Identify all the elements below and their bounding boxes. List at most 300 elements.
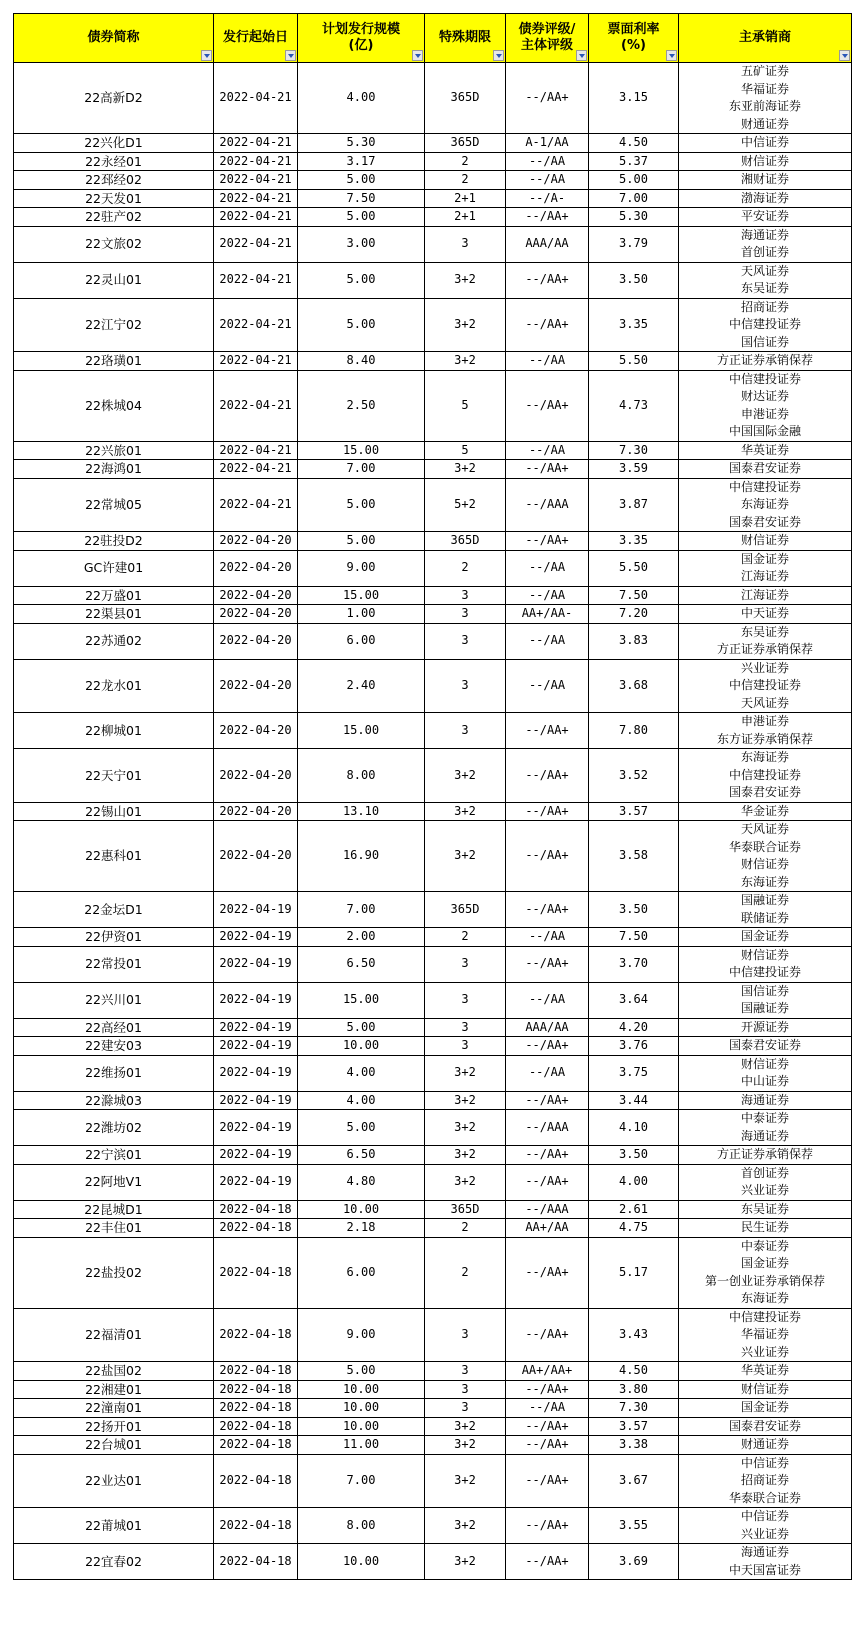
- cell-bond-name[interactable]: 22维扬01: [14, 1055, 214, 1091]
- cell-planned-size[interactable]: 6.00: [298, 623, 425, 659]
- cell-coupon-rate[interactable]: 3.64: [589, 982, 679, 1018]
- cell-rating[interactable]: --/AA+: [506, 262, 589, 298]
- cell-issue-date[interactable]: 2022-04-18: [214, 1454, 298, 1508]
- table-row[interactable]: [14, 1110, 852, 1146]
- cell-underwriters[interactable]: [679, 152, 852, 171]
- cell-bond-name[interactable]: 22滁城03: [14, 1091, 214, 1110]
- cell-special-term[interactable]: 3+2: [425, 1436, 506, 1455]
- cell-issue-date[interactable]: 2022-04-19: [214, 1037, 298, 1056]
- cell-rating[interactable]: --/AA+: [506, 460, 589, 479]
- cell-issue-date[interactable]: 2022-04-18: [214, 1399, 298, 1418]
- table-row[interactable]: [14, 262, 852, 298]
- cell-rating[interactable]: --/AA: [506, 441, 589, 460]
- cell-underwriters[interactable]: [679, 208, 852, 227]
- table-row[interactable]: [14, 1454, 852, 1508]
- table-row[interactable]: [14, 152, 852, 171]
- cell-planned-size[interactable]: 15.00: [298, 982, 425, 1018]
- cell-bond-name[interactable]: 22柳城01: [14, 713, 214, 749]
- cell-bond-name[interactable]: 22珞璜01: [14, 352, 214, 371]
- table-row[interactable]: [14, 189, 852, 208]
- cell-planned-size[interactable]: 4.00: [298, 1055, 425, 1091]
- cell-underwriters[interactable]: [679, 478, 852, 532]
- cell-rating[interactable]: AA+/AA: [506, 1219, 589, 1238]
- cell-planned-size[interactable]: 5.00: [298, 1110, 425, 1146]
- cell-rating[interactable]: --/AA+: [506, 1508, 589, 1544]
- cell-coupon-rate[interactable]: 5.00: [589, 171, 679, 190]
- cell-issue-date[interactable]: 2022-04-20: [214, 550, 298, 586]
- table-row[interactable]: [14, 208, 852, 227]
- cell-issue-date[interactable]: 2022-04-20: [214, 532, 298, 551]
- cell-underwriters[interactable]: [679, 298, 852, 352]
- cell-issue-date[interactable]: 2022-04-20: [214, 586, 298, 605]
- cell-bond-name[interactable]: 22台城01: [14, 1436, 214, 1455]
- cell-planned-size[interactable]: 11.00: [298, 1436, 425, 1455]
- cell-issue-date[interactable]: 2022-04-19: [214, 1055, 298, 1091]
- table-row[interactable]: [14, 586, 852, 605]
- cell-special-term[interactable]: 3+2: [425, 1417, 506, 1436]
- cell-special-term[interactable]: 3: [425, 1380, 506, 1399]
- cell-bond-name[interactable]: 22兴化D1: [14, 134, 214, 153]
- cell-issue-date[interactable]: 2022-04-21: [214, 478, 298, 532]
- cell-rating[interactable]: --/AA: [506, 550, 589, 586]
- cell-rating[interactable]: AAA/AA: [506, 1018, 589, 1037]
- cell-bond-name[interactable]: 22伊资01: [14, 928, 214, 947]
- cell-issue-date[interactable]: 2022-04-19: [214, 1146, 298, 1165]
- cell-rating[interactable]: --/AA+: [506, 1417, 589, 1436]
- cell-special-term[interactable]: 2: [425, 1237, 506, 1308]
- cell-underwriters[interactable]: [679, 605, 852, 624]
- cell-coupon-rate[interactable]: 5.50: [589, 352, 679, 371]
- cell-coupon-rate[interactable]: 3.50: [589, 892, 679, 928]
- cell-coupon-rate[interactable]: 2.61: [589, 1200, 679, 1219]
- cell-special-term[interactable]: 2: [425, 1219, 506, 1238]
- cell-planned-size[interactable]: 3.17: [298, 152, 425, 171]
- cell-bond-name[interactable]: 22宁滨01: [14, 1146, 214, 1165]
- cell-issue-date[interactable]: 2022-04-21: [214, 298, 298, 352]
- cell-bond-name[interactable]: 22扬开01: [14, 1417, 214, 1436]
- cell-underwriters[interactable]: [679, 370, 852, 441]
- table-row[interactable]: [14, 1308, 852, 1362]
- cell-issue-date[interactable]: 2022-04-21: [214, 189, 298, 208]
- filter-dropdown-icon[interactable]: [412, 50, 423, 61]
- table-row[interactable]: [14, 460, 852, 479]
- cell-issue-date[interactable]: 2022-04-18: [214, 1436, 298, 1455]
- cell-rating[interactable]: --/AA+: [506, 946, 589, 982]
- cell-planned-size[interactable]: 9.00: [298, 1308, 425, 1362]
- cell-special-term[interactable]: 3+2: [425, 802, 506, 821]
- table-row[interactable]: [14, 1362, 852, 1381]
- cell-bond-name[interactable]: 22昆城D1: [14, 1200, 214, 1219]
- cell-bond-name[interactable]: 22渠县01: [14, 605, 214, 624]
- cell-underwriters[interactable]: [679, 1508, 852, 1544]
- cell-underwriters[interactable]: [679, 189, 852, 208]
- cell-rating[interactable]: --/AA+: [506, 802, 589, 821]
- cell-coupon-rate[interactable]: 3.50: [589, 262, 679, 298]
- cell-issue-date[interactable]: 2022-04-21: [214, 63, 298, 134]
- cell-planned-size[interactable]: 3.00: [298, 226, 425, 262]
- cell-special-term[interactable]: 3+2: [425, 1164, 506, 1200]
- cell-rating[interactable]: --/AA+: [506, 1164, 589, 1200]
- cell-coupon-rate[interactable]: 3.43: [589, 1308, 679, 1362]
- cell-coupon-rate[interactable]: 4.10: [589, 1110, 679, 1146]
- cell-planned-size[interactable]: 2.40: [298, 659, 425, 713]
- cell-rating[interactable]: --/AA+: [506, 892, 589, 928]
- cell-bond-name[interactable]: 22兴旅01: [14, 441, 214, 460]
- cell-planned-size[interactable]: 2.00: [298, 928, 425, 947]
- cell-issue-date[interactable]: 2022-04-18: [214, 1237, 298, 1308]
- cell-issue-date[interactable]: 2022-04-20: [214, 659, 298, 713]
- cell-issue-date[interactable]: 2022-04-18: [214, 1508, 298, 1544]
- cell-special-term[interactable]: 365D: [425, 532, 506, 551]
- cell-bond-name[interactable]: 22兴川01: [14, 982, 214, 1018]
- cell-issue-date[interactable]: 2022-04-20: [214, 802, 298, 821]
- cell-planned-size[interactable]: 15.00: [298, 441, 425, 460]
- cell-special-term[interactable]: 3+2: [425, 1508, 506, 1544]
- cell-planned-size[interactable]: 5.00: [298, 262, 425, 298]
- cell-rating[interactable]: --/AA+: [506, 1037, 589, 1056]
- table-row[interactable]: [14, 1018, 852, 1037]
- cell-underwriters[interactable]: [679, 460, 852, 479]
- cell-coupon-rate[interactable]: 3.80: [589, 1380, 679, 1399]
- cell-planned-size[interactable]: 7.00: [298, 1454, 425, 1508]
- cell-bond-name[interactable]: 22惠科01: [14, 821, 214, 892]
- cell-bond-name[interactable]: 22莆城01: [14, 1508, 214, 1544]
- cell-planned-size[interactable]: 5.00: [298, 171, 425, 190]
- cell-coupon-rate[interactable]: 5.30: [589, 208, 679, 227]
- cell-underwriters[interactable]: [679, 550, 852, 586]
- table-row[interactable]: [14, 1200, 852, 1219]
- cell-special-term[interactable]: 3: [425, 1308, 506, 1362]
- cell-special-term[interactable]: 2+1: [425, 208, 506, 227]
- cell-bond-name[interactable]: 22苏通02: [14, 623, 214, 659]
- cell-rating[interactable]: --/AAA: [506, 478, 589, 532]
- cell-planned-size[interactable]: 16.90: [298, 821, 425, 892]
- cell-rating[interactable]: --/AA: [506, 352, 589, 371]
- cell-rating[interactable]: --/A-: [506, 189, 589, 208]
- cell-planned-size[interactable]: 5.00: [298, 1362, 425, 1381]
- cell-rating[interactable]: AA+/AA-: [506, 605, 589, 624]
- cell-planned-size[interactable]: 4.00: [298, 63, 425, 134]
- cell-planned-size[interactable]: 5.00: [298, 478, 425, 532]
- cell-rating[interactable]: --/AA+: [506, 1091, 589, 1110]
- cell-special-term[interactable]: 365D: [425, 134, 506, 153]
- cell-underwriters[interactable]: [679, 1037, 852, 1056]
- cell-planned-size[interactable]: 10.00: [298, 1200, 425, 1219]
- cell-rating[interactable]: --/AA+: [506, 532, 589, 551]
- cell-rating[interactable]: --/AA+: [506, 298, 589, 352]
- cell-coupon-rate[interactable]: 7.50: [589, 586, 679, 605]
- cell-rating[interactable]: --/AAA: [506, 1200, 589, 1219]
- table-row[interactable]: [14, 550, 852, 586]
- cell-coupon-rate[interactable]: 3.35: [589, 298, 679, 352]
- table-row[interactable]: [14, 532, 852, 551]
- cell-special-term[interactable]: 5: [425, 370, 506, 441]
- cell-rating[interactable]: --/AA: [506, 623, 589, 659]
- cell-bond-name[interactable]: 22常城05: [14, 478, 214, 532]
- cell-bond-name[interactable]: 22宜春02: [14, 1544, 214, 1580]
- cell-underwriters[interactable]: [679, 1454, 852, 1508]
- cell-rating[interactable]: --/AA+: [506, 370, 589, 441]
- cell-issue-date[interactable]: 2022-04-21: [214, 352, 298, 371]
- cell-issue-date[interactable]: 2022-04-21: [214, 226, 298, 262]
- table-row[interactable]: [14, 352, 852, 371]
- table-row[interactable]: [14, 659, 852, 713]
- cell-bond-name[interactable]: 22高经01: [14, 1018, 214, 1037]
- cell-planned-size[interactable]: 10.00: [298, 1037, 425, 1056]
- cell-planned-size[interactable]: 2.50: [298, 370, 425, 441]
- cell-planned-size[interactable]: 8.40: [298, 352, 425, 371]
- cell-underwriters[interactable]: [679, 134, 852, 153]
- cell-coupon-rate[interactable]: 4.50: [589, 1362, 679, 1381]
- cell-bond-name[interactable]: 22盐投02: [14, 1237, 214, 1308]
- cell-issue-date[interactable]: 2022-04-18: [214, 1200, 298, 1219]
- table-row[interactable]: [14, 892, 852, 928]
- cell-underwriters[interactable]: [679, 1308, 852, 1362]
- cell-issue-date[interactable]: 2022-04-21: [214, 171, 298, 190]
- cell-bond-name[interactable]: 22潼南01: [14, 1399, 214, 1418]
- cell-planned-size[interactable]: 7.00: [298, 892, 425, 928]
- table-row[interactable]: [14, 1417, 852, 1436]
- cell-special-term[interactable]: 3+2: [425, 1110, 506, 1146]
- cell-bond-name[interactable]: 22驻投D2: [14, 532, 214, 551]
- table-row[interactable]: [14, 134, 852, 153]
- cell-bond-name[interactable]: 22潍坊02: [14, 1110, 214, 1146]
- filter-dropdown-icon[interactable]: [576, 50, 587, 61]
- table-row[interactable]: [14, 982, 852, 1018]
- cell-underwriters[interactable]: [679, 946, 852, 982]
- cell-special-term[interactable]: 3+2: [425, 1454, 506, 1508]
- cell-coupon-rate[interactable]: 3.76: [589, 1037, 679, 1056]
- cell-planned-size[interactable]: 15.00: [298, 713, 425, 749]
- table-row[interactable]: [14, 298, 852, 352]
- cell-issue-date[interactable]: 2022-04-20: [214, 713, 298, 749]
- cell-coupon-rate[interactable]: 4.20: [589, 1018, 679, 1037]
- cell-coupon-rate[interactable]: 3.58: [589, 821, 679, 892]
- cell-special-term[interactable]: 365D: [425, 63, 506, 134]
- cell-coupon-rate[interactable]: 7.80: [589, 713, 679, 749]
- cell-coupon-rate[interactable]: 3.69: [589, 1544, 679, 1580]
- cell-planned-size[interactable]: 2.18: [298, 1219, 425, 1238]
- cell-rating[interactable]: --/AA+: [506, 821, 589, 892]
- cell-coupon-rate[interactable]: 3.52: [589, 749, 679, 803]
- filter-dropdown-icon[interactable]: [493, 50, 504, 61]
- cell-coupon-rate[interactable]: 3.55: [589, 1508, 679, 1544]
- cell-bond-name[interactable]: 22湘建01: [14, 1380, 214, 1399]
- cell-planned-size[interactable]: 4.00: [298, 1091, 425, 1110]
- cell-underwriters[interactable]: [679, 892, 852, 928]
- cell-coupon-rate[interactable]: 7.00: [589, 189, 679, 208]
- cell-bond-name[interactable]: 22业达01: [14, 1454, 214, 1508]
- cell-bond-name[interactable]: 22龙水01: [14, 659, 214, 713]
- cell-planned-size[interactable]: 9.00: [298, 550, 425, 586]
- cell-coupon-rate[interactable]: 5.37: [589, 152, 679, 171]
- cell-coupon-rate[interactable]: 3.67: [589, 1454, 679, 1508]
- cell-issue-date[interactable]: 2022-04-19: [214, 1110, 298, 1146]
- cell-special-term[interactable]: 3: [425, 623, 506, 659]
- cell-special-term[interactable]: 3: [425, 226, 506, 262]
- cell-planned-size[interactable]: 4.80: [298, 1164, 425, 1200]
- cell-planned-size[interactable]: 1.00: [298, 605, 425, 624]
- cell-special-term[interactable]: 3+2: [425, 1055, 506, 1091]
- cell-bond-name[interactable]: 22灵山01: [14, 262, 214, 298]
- cell-underwriters[interactable]: [679, 1417, 852, 1436]
- cell-coupon-rate[interactable]: 5.17: [589, 1237, 679, 1308]
- table-row[interactable]: [14, 1380, 852, 1399]
- table-row[interactable]: [14, 605, 852, 624]
- table-row[interactable]: [14, 1237, 852, 1308]
- cell-underwriters[interactable]: [679, 1146, 852, 1165]
- cell-rating[interactable]: --/AA+: [506, 1380, 589, 1399]
- cell-special-term[interactable]: 365D: [425, 1200, 506, 1219]
- cell-issue-date[interactable]: 2022-04-19: [214, 1091, 298, 1110]
- table-row[interactable]: [14, 928, 852, 947]
- cell-planned-size[interactable]: 6.50: [298, 1146, 425, 1165]
- cell-issue-date[interactable]: 2022-04-21: [214, 134, 298, 153]
- cell-underwriters[interactable]: [679, 1544, 852, 1580]
- cell-bond-name[interactable]: 22福清01: [14, 1308, 214, 1362]
- cell-rating[interactable]: --/AA+: [506, 1308, 589, 1362]
- cell-planned-size[interactable]: 5.00: [298, 532, 425, 551]
- cell-special-term[interactable]: 3: [425, 1362, 506, 1381]
- table-row[interactable]: [14, 1037, 852, 1056]
- cell-rating[interactable]: --/AA: [506, 659, 589, 713]
- table-row[interactable]: [14, 370, 852, 441]
- cell-special-term[interactable]: 3+2: [425, 352, 506, 371]
- cell-underwriters[interactable]: [679, 1380, 852, 1399]
- cell-rating[interactable]: --/AA+: [506, 1237, 589, 1308]
- cell-bond-name[interactable]: 22丰住01: [14, 1219, 214, 1238]
- cell-issue-date[interactable]: 2022-04-21: [214, 370, 298, 441]
- cell-underwriters[interactable]: [679, 821, 852, 892]
- cell-rating[interactable]: A-1/AA: [506, 134, 589, 153]
- cell-special-term[interactable]: 5: [425, 441, 506, 460]
- table-row[interactable]: [14, 1091, 852, 1110]
- cell-rating[interactable]: --/AA+: [506, 749, 589, 803]
- cell-coupon-rate[interactable]: 3.59: [589, 460, 679, 479]
- cell-coupon-rate[interactable]: 3.35: [589, 532, 679, 551]
- cell-special-term[interactable]: 3: [425, 946, 506, 982]
- cell-rating[interactable]: --/AA+: [506, 713, 589, 749]
- cell-issue-date[interactable]: 2022-04-18: [214, 1544, 298, 1580]
- cell-coupon-rate[interactable]: 7.50: [589, 928, 679, 947]
- cell-rating[interactable]: --/AA: [506, 982, 589, 1018]
- cell-underwriters[interactable]: [679, 659, 852, 713]
- cell-rating[interactable]: --/AA: [506, 152, 589, 171]
- cell-planned-size[interactable]: 6.00: [298, 1237, 425, 1308]
- cell-planned-size[interactable]: 10.00: [298, 1544, 425, 1580]
- cell-rating[interactable]: AAA/AA: [506, 226, 589, 262]
- cell-underwriters[interactable]: [679, 262, 852, 298]
- table-row[interactable]: [14, 1544, 852, 1580]
- cell-planned-size[interactable]: 7.00: [298, 460, 425, 479]
- cell-issue-date[interactable]: 2022-04-18: [214, 1417, 298, 1436]
- table-row[interactable]: [14, 749, 852, 803]
- cell-underwriters[interactable]: [679, 1362, 852, 1381]
- cell-special-term[interactable]: 3: [425, 1399, 506, 1418]
- cell-underwriters[interactable]: [679, 63, 852, 134]
- cell-bond-name[interactable]: 22驻产02: [14, 208, 214, 227]
- cell-planned-size[interactable]: 7.50: [298, 189, 425, 208]
- cell-coupon-rate[interactable]: 3.38: [589, 1436, 679, 1455]
- cell-special-term[interactable]: 3: [425, 605, 506, 624]
- cell-issue-date[interactable]: 2022-04-19: [214, 892, 298, 928]
- cell-issue-date[interactable]: 2022-04-18: [214, 1219, 298, 1238]
- cell-special-term[interactable]: 3: [425, 713, 506, 749]
- table-row[interactable]: [14, 1219, 852, 1238]
- cell-underwriters[interactable]: [679, 1399, 852, 1418]
- cell-bond-name[interactable]: 22建安03: [14, 1037, 214, 1056]
- cell-underwriters[interactable]: [679, 1219, 852, 1238]
- cell-bond-name[interactable]: 22永经01: [14, 152, 214, 171]
- cell-coupon-rate[interactable]: 7.20: [589, 605, 679, 624]
- cell-special-term[interactable]: 3: [425, 982, 506, 1018]
- cell-coupon-rate[interactable]: 3.15: [589, 63, 679, 134]
- cell-planned-size[interactable]: 5.00: [298, 1018, 425, 1037]
- cell-special-term[interactable]: 2: [425, 152, 506, 171]
- cell-issue-date[interactable]: 2022-04-18: [214, 1362, 298, 1381]
- cell-rating[interactable]: --/AA: [506, 586, 589, 605]
- cell-rating[interactable]: --/AA: [506, 1055, 589, 1091]
- cell-issue-date[interactable]: 2022-04-20: [214, 623, 298, 659]
- cell-coupon-rate[interactable]: 3.83: [589, 623, 679, 659]
- cell-issue-date[interactable]: 2022-04-18: [214, 1308, 298, 1362]
- cell-special-term[interactable]: 3+2: [425, 262, 506, 298]
- table-row[interactable]: [14, 623, 852, 659]
- cell-underwriters[interactable]: [679, 1091, 852, 1110]
- cell-coupon-rate[interactable]: 3.50: [589, 1146, 679, 1165]
- cell-bond-name[interactable]: 22常投01: [14, 946, 214, 982]
- cell-bond-name[interactable]: 22高新D2: [14, 63, 214, 134]
- cell-special-term[interactable]: 2: [425, 928, 506, 947]
- cell-planned-size[interactable]: 10.00: [298, 1380, 425, 1399]
- cell-underwriters[interactable]: [679, 749, 852, 803]
- cell-issue-date[interactable]: 2022-04-19: [214, 982, 298, 1018]
- cell-planned-size[interactable]: 5.00: [298, 208, 425, 227]
- cell-special-term[interactable]: 3+2: [425, 821, 506, 892]
- filter-dropdown-icon[interactable]: [201, 50, 212, 61]
- table-row[interactable]: [14, 226, 852, 262]
- table-row[interactable]: [14, 946, 852, 982]
- cell-bond-name[interactable]: 22江宁02: [14, 298, 214, 352]
- cell-underwriters[interactable]: [679, 713, 852, 749]
- cell-underwriters[interactable]: [679, 1018, 852, 1037]
- filter-dropdown-icon[interactable]: [285, 50, 296, 61]
- cell-special-term[interactable]: 3+2: [425, 749, 506, 803]
- cell-coupon-rate[interactable]: 3.70: [589, 946, 679, 982]
- filter-dropdown-icon[interactable]: [839, 50, 850, 61]
- cell-special-term[interactable]: 3: [425, 1037, 506, 1056]
- cell-issue-date[interactable]: 2022-04-18: [214, 1380, 298, 1399]
- cell-special-term[interactable]: 3+2: [425, 1544, 506, 1580]
- cell-planned-size[interactable]: 5.30: [298, 134, 425, 153]
- table-row[interactable]: [14, 1164, 852, 1200]
- table-row[interactable]: [14, 1146, 852, 1165]
- cell-planned-size[interactable]: 8.00: [298, 749, 425, 803]
- cell-bond-name[interactable]: 22天宁01: [14, 749, 214, 803]
- cell-planned-size[interactable]: 13.10: [298, 802, 425, 821]
- cell-underwriters[interactable]: [679, 1110, 852, 1146]
- cell-special-term[interactable]: 3+2: [425, 298, 506, 352]
- cell-bond-name[interactable]: 22万盛01: [14, 586, 214, 605]
- cell-rating[interactable]: AA+/AA+: [506, 1362, 589, 1381]
- cell-issue-date[interactable]: 2022-04-20: [214, 749, 298, 803]
- table-row[interactable]: [14, 441, 852, 460]
- cell-underwriters[interactable]: [679, 352, 852, 371]
- table-row[interactable]: [14, 802, 852, 821]
- cell-coupon-rate[interactable]: 5.50: [589, 550, 679, 586]
- cell-planned-size[interactable]: 15.00: [298, 586, 425, 605]
- cell-special-term[interactable]: 5+2: [425, 478, 506, 532]
